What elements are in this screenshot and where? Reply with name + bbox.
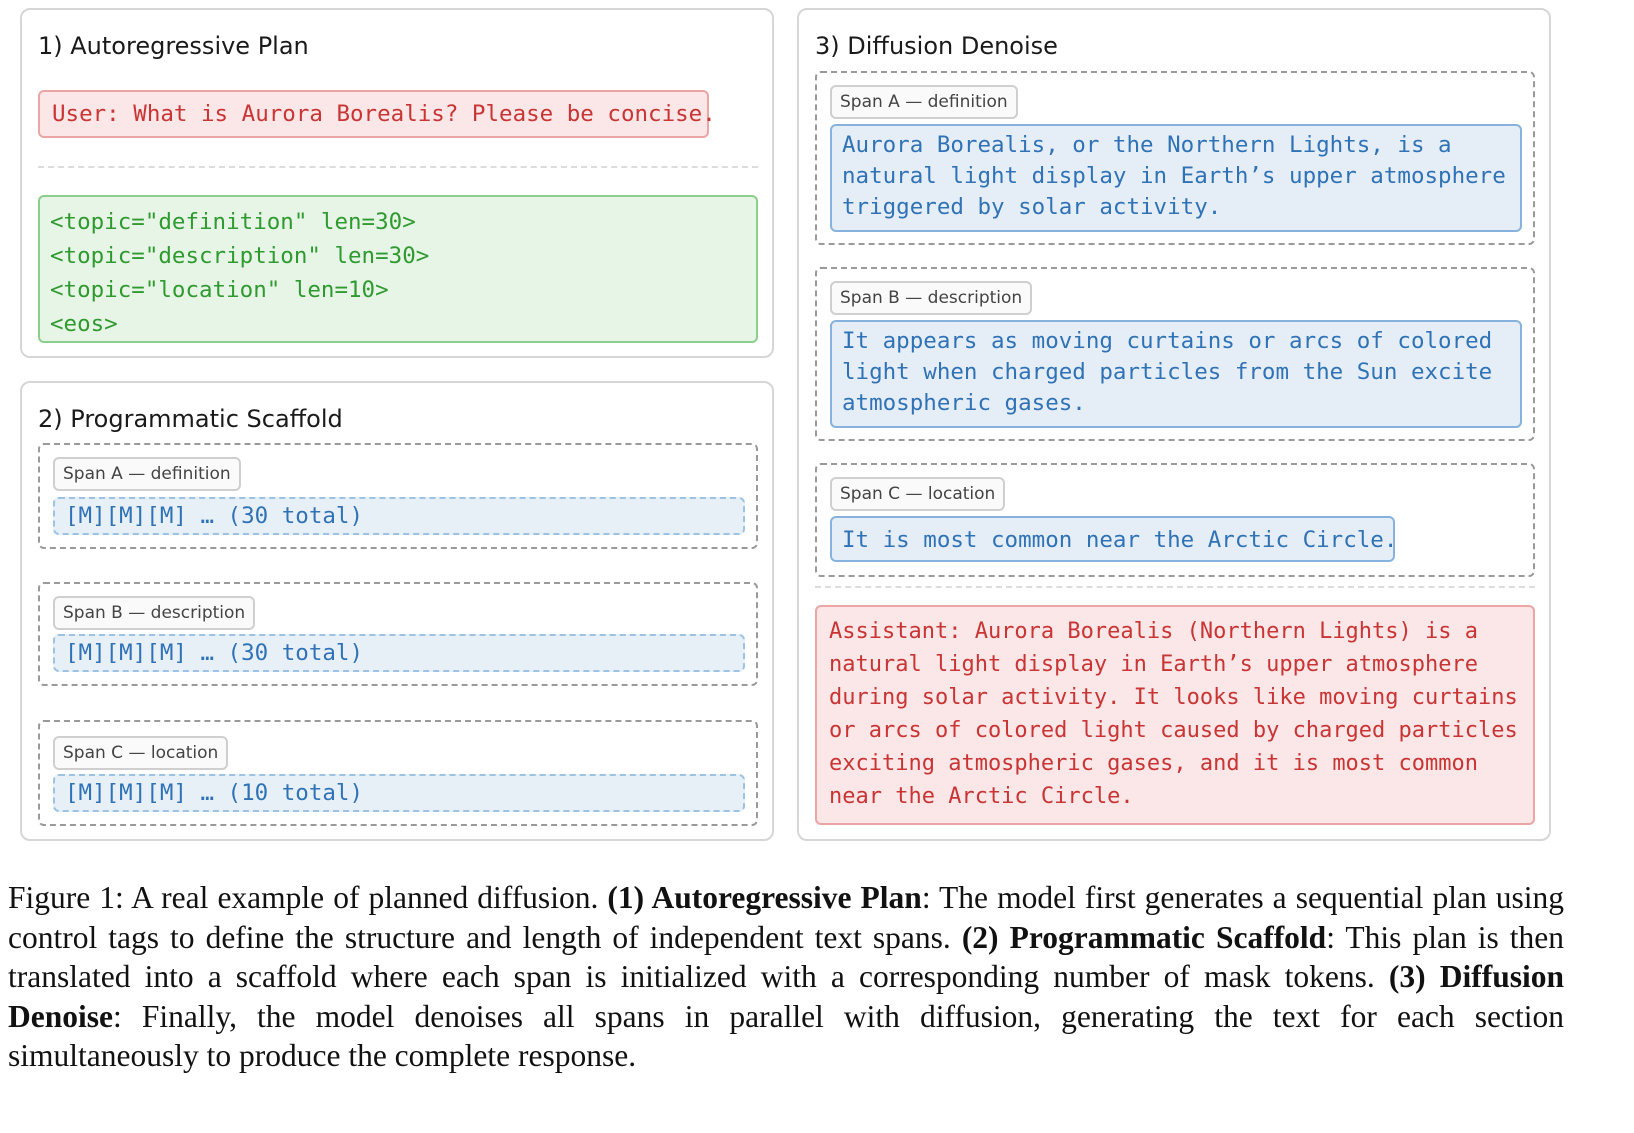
text-line: natural light display in Earth’s upper atmosphere — [842, 163, 1506, 189]
user-prompt: User: What is Aurora Borealis? Please be concise. — [38, 90, 709, 138]
caption-step3-text: : Finally, the model denoises all spans in parallel with diffusion, generating the text for each section simultaneously to produce the complete response. — [8, 998, 1564, 1073]
assistant-response — [815, 605, 1535, 825]
diffusion-denoise-panel — [797, 8, 1551, 841]
response-line: exciting atmospheric gases, and it is most common — [829, 751, 1479, 776]
text-line: light when charged particles from the Sun excite — [842, 359, 1493, 385]
caption-step2-text: : This plan is then translated into a scaffold where each span is initialized with a corresponding number of mask tokens. — [8, 919, 1565, 994]
figure-caption — [8, 878, 1564, 1076]
span-label: Span C — location — [53, 736, 228, 770]
plan-output — [38, 195, 758, 343]
denoise-span-a — [815, 71, 1535, 245]
response-line: during solar activity. It looks like moving curtains — [829, 685, 1518, 710]
response-line: or arcs of colored light caused by charged particles — [829, 718, 1518, 743]
denoised-text — [830, 516, 1398, 562]
span-label: Span A — definition — [53, 457, 241, 491]
plan-line: <topic="description" len=30> — [50, 243, 430, 269]
separator — [38, 166, 758, 168]
separator — [815, 586, 1535, 588]
text-line: It appears as moving curtains or arcs of colored — [842, 328, 1493, 354]
scaffold-span-a — [38, 443, 758, 549]
mask-tokens: [M][M][M] … (30 total) — [53, 497, 745, 535]
panel-title: 3) Diffusion Denoise — [815, 32, 1058, 60]
denoised-text — [830, 124, 1522, 232]
mask-tokens: [M][M][M] … (30 total) — [53, 634, 745, 672]
plan-line: <topic="location" len=10> — [50, 277, 389, 303]
panel-title: 1) Autoregressive Plan — [38, 32, 309, 60]
plan-line: <eos> — [50, 311, 118, 337]
caption-step3-title: (3) Diffusion Denoise — [8, 959, 1565, 1034]
denoise-span-c — [815, 463, 1535, 577]
span-label: Span C — location — [830, 477, 1005, 511]
caption-step1-text: : The model first generates a sequential plan using control tags to define the structure and length of independent text spans. — [8, 880, 1565, 955]
caption-step2-title: (2) Programmatic Scaffold — [961, 919, 1327, 955]
span-label: Span A — definition — [830, 85, 1018, 119]
caption-prefix: Figure 1: A real example of planned diffusion. — [8, 880, 599, 915]
text-line: triggered by solar activity. — [842, 194, 1222, 220]
text-line: It is most common near the Arctic Circle. — [842, 527, 1398, 553]
scaffold-span-b — [38, 582, 758, 686]
mask-tokens: [M][M][M] … (10 total) — [53, 774, 745, 812]
span-label: Span B — description — [53, 596, 255, 630]
panel-title: 2) Programmatic Scaffold — [38, 405, 343, 433]
scaffold-span-c — [38, 720, 758, 826]
response-line: natural light display in Earth’s upper atmosphere — [829, 652, 1479, 677]
text-line: atmospheric gases. — [842, 390, 1086, 416]
programmatic-scaffold-panel — [20, 381, 774, 841]
autoregressive-plan-panel — [20, 8, 774, 358]
response-line: near the Arctic Circle. — [829, 784, 1134, 809]
caption-step1-title: (1) Autoregressive Plan — [607, 880, 922, 915]
response-line: Assistant: Aurora Borealis (Northern Lights) is a — [829, 619, 1479, 644]
text-line: Aurora Borealis, or the Northern Lights, is a — [842, 132, 1452, 158]
span-label: Span B — description — [830, 281, 1032, 315]
denoise-span-b — [815, 267, 1535, 441]
plan-line: <topic="definition" len=30> — [50, 209, 416, 235]
denoised-text — [830, 320, 1522, 428]
